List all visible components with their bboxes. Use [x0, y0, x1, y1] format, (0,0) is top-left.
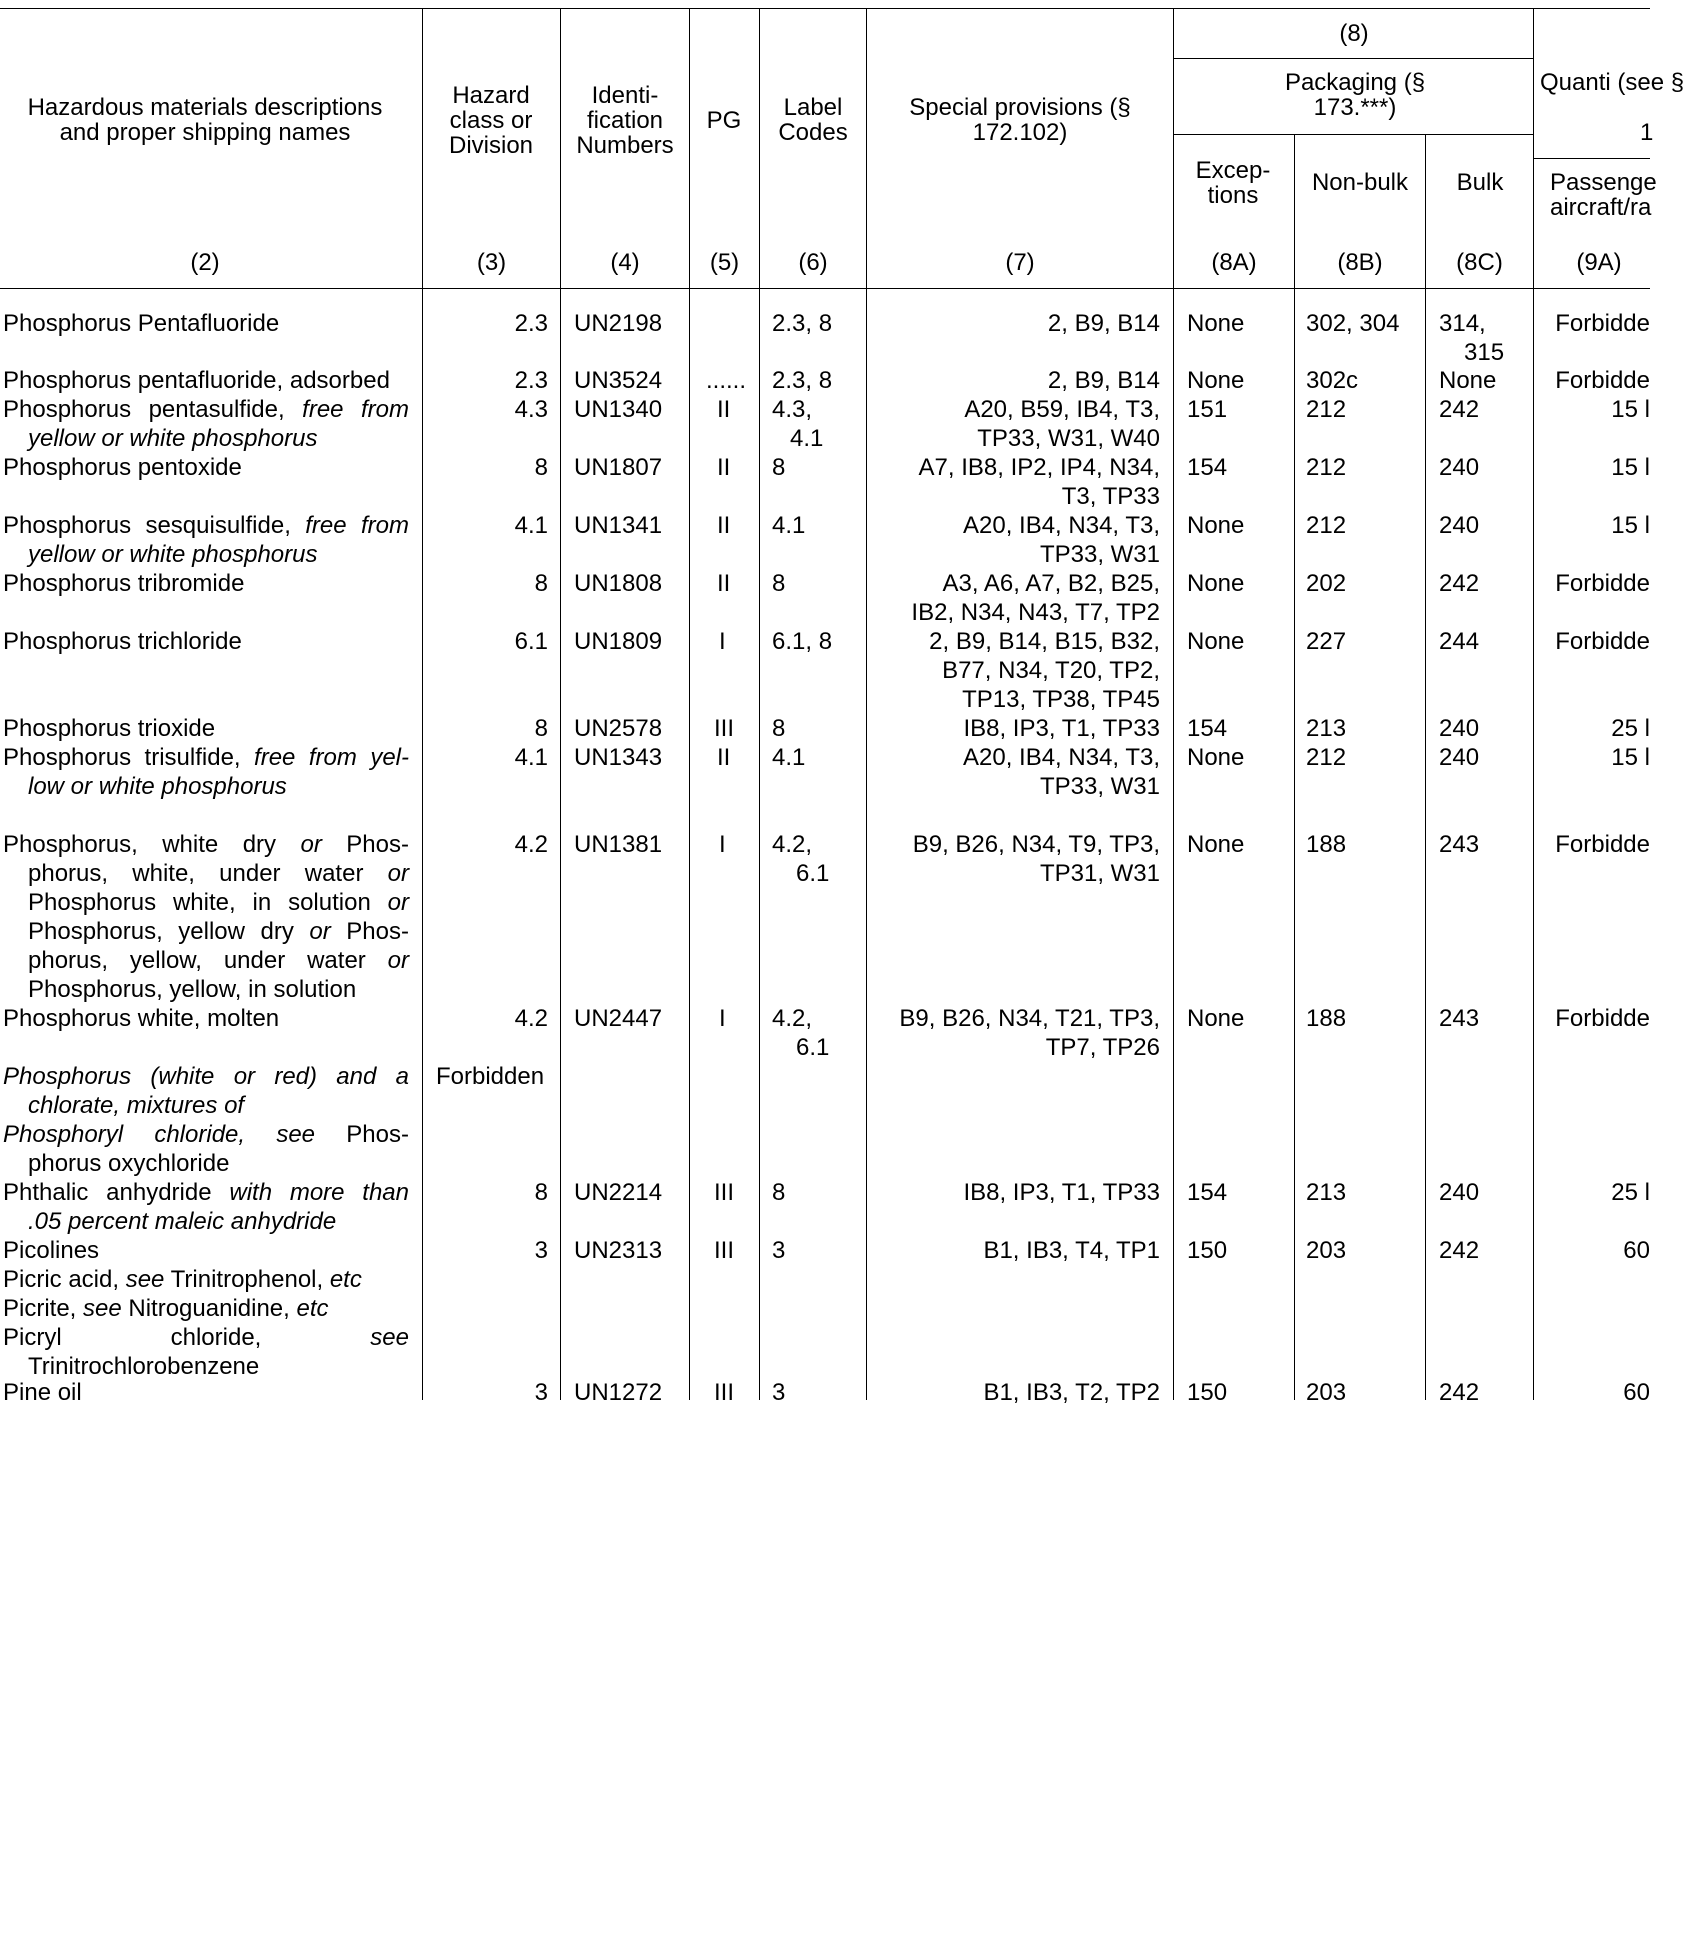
row-id: UN2198 — [574, 310, 663, 337]
row-exceptions: None — [1187, 628, 1245, 655]
row-name: Picric acid, see Trinitrophenol, etc — [3, 1266, 362, 1293]
row-hazard-class: 2.3 — [514, 310, 548, 337]
row-pg: II — [717, 512, 731, 539]
row-hazard-class: 3 — [534, 1379, 548, 1406]
row-hazard-class: 8 — [534, 1179, 548, 1206]
header-quantity-tail: 1 — [1640, 119, 1654, 146]
row-exceptions: 154 — [1187, 454, 1228, 481]
row-passenger: 25 l — [1611, 715, 1650, 742]
col-number: (3) — [476, 249, 507, 276]
row-bulk: 240 — [1439, 715, 1480, 742]
row-bulk: 243 — [1439, 1005, 1480, 1032]
row-nonbulk: 212 — [1306, 396, 1347, 423]
col-number: (4) — [610, 249, 640, 276]
row-name-wrap: chlorate, mixtures of — [28, 1092, 245, 1119]
row-name-wrap: phorus, white, under water or — [28, 860, 409, 887]
row-id: UN1809 — [574, 628, 663, 655]
row-special-provisions: 2, B9, B14 — [1047, 367, 1160, 394]
row-passenger: Forbidde — [1555, 628, 1650, 655]
row-bulk: 242 — [1439, 570, 1480, 597]
row-id: UN1807 — [574, 454, 663, 481]
row-name: Phosphorus pentafluoride, adsorbed — [3, 367, 390, 394]
row-name: Phosphorus (white or red) and a — [3, 1063, 409, 1090]
header-col3: Hazard class or Division — [448, 82, 534, 159]
col-divider — [689, 8, 690, 1400]
row-passenger: Forbidde — [1555, 831, 1650, 858]
row-id: UN2578 — [574, 715, 663, 742]
row-bulk: 244 — [1439, 628, 1480, 655]
row-special-provisions: B9, B26, N34, T9, TP3, — [912, 831, 1160, 858]
row-special-provisions: A3, A6, A7, B2, B25, — [942, 570, 1160, 597]
row-bulk-wrap: 315 — [1464, 339, 1505, 366]
row-name-wrap: .05 percent maleic anhydride — [28, 1208, 337, 1235]
row-pg: II — [717, 396, 731, 423]
row-label-codes: 4.1 — [772, 744, 806, 771]
row-label-codes: 4.3, — [772, 396, 813, 423]
row-pg: II — [717, 570, 731, 597]
row-special-provisions: IB8, IP3, T1, TP33 — [963, 1179, 1160, 1206]
row-id: UN2447 — [574, 1005, 663, 1032]
row-name: Picrite, see Nitroguanidine, etc — [3, 1295, 329, 1322]
row-exceptions: None — [1187, 570, 1245, 597]
row-name: Phosphorus, white dry or Phos- — [3, 831, 409, 858]
row-bulk: None — [1439, 367, 1497, 394]
row-passenger: Forbidde — [1555, 367, 1650, 394]
row-special-provisions: A20, IB4, N34, T3, — [962, 512, 1160, 539]
header-col8-number: (8) — [1339, 20, 1369, 47]
row-pg: III — [714, 1379, 735, 1406]
row-special-provisions-wrap: TP33, W31, W40 — [977, 425, 1160, 452]
row-label-codes: 8 — [772, 570, 786, 597]
row-passenger: 15 l — [1611, 744, 1650, 771]
col-divider — [422, 8, 423, 1400]
row-id: UN1343 — [574, 744, 663, 771]
row-hazard-class: 8 — [534, 715, 548, 742]
row-pg: III — [714, 715, 735, 742]
row-pg: ...... — [706, 367, 747, 394]
row-bulk: 314, — [1439, 310, 1486, 337]
row-special-provisions-wrap: B77, N34, T20, TP2, — [942, 657, 1160, 684]
row-nonbulk: 188 — [1306, 1005, 1347, 1032]
row-nonbulk: 212 — [1306, 512, 1347, 539]
row-name: Phosphorus pentasulfide, free from — [3, 396, 409, 423]
row-pg: III — [714, 1237, 735, 1264]
col-divider — [1173, 8, 1174, 1400]
row-name: Phosphorus trisulfide, free from yel- — [3, 744, 409, 771]
row-nonbulk: 203 — [1306, 1379, 1347, 1406]
row-bulk: 240 — [1439, 1179, 1480, 1206]
row-bulk: 240 — [1439, 454, 1480, 481]
row-exceptions: None — [1187, 831, 1245, 858]
col-number: (8C) — [1456, 249, 1503, 276]
row-bulk: 240 — [1439, 744, 1480, 771]
row-special-provisions-wrap: TP33, W31 — [1039, 773, 1160, 800]
row-hazard-class: 3 — [534, 1237, 548, 1264]
row-pg: III — [714, 1179, 735, 1206]
row-pg: II — [717, 454, 731, 481]
row-label-codes: 4.2, — [772, 831, 813, 858]
row-label-codes: 2.3, 8 — [772, 310, 833, 337]
row-special-provisions: B1, IB3, T2, TP2 — [983, 1379, 1160, 1406]
row-name: Phosphorus white, molten — [3, 1005, 280, 1032]
row-special-provisions-wrap: TP33, W31 — [1039, 541, 1160, 568]
row-special-provisions: 2, B9, B14 — [1047, 310, 1160, 337]
row-name: Phosphorus sesquisulfide, free from — [3, 512, 409, 539]
row-bulk: 243 — [1439, 831, 1480, 858]
row-label-codes-wrap: 4.1 — [790, 425, 824, 452]
row-passenger: 15 l — [1611, 396, 1650, 423]
row-label-codes: 4.1 — [772, 512, 806, 539]
row-nonbulk: 302c — [1306, 367, 1359, 394]
row-name: Picolines — [3, 1237, 100, 1264]
row-name-wrap: phorus oxychloride — [28, 1150, 230, 1177]
row-passenger: Forbidde — [1555, 310, 1650, 337]
row-label-codes: 3 — [772, 1237, 786, 1264]
header-col6: Label Codes — [778, 94, 848, 146]
row-name: Phthalic anhydride with more than — [3, 1179, 409, 1206]
clipped-last-row — [0, 1378, 1650, 1406]
row-hazard-class: 8 — [534, 570, 548, 597]
row-nonbulk: 212 — [1306, 454, 1347, 481]
row-exceptions: 151 — [1187, 396, 1228, 423]
row-name: Pine oil — [3, 1379, 82, 1406]
row-hazard-class: 4.2 — [514, 1005, 548, 1032]
row-hazard-class: Forbidden — [436, 1063, 545, 1090]
row-exceptions: None — [1187, 1005, 1245, 1032]
header-col4: Identi- fication Numbers — [576, 82, 674, 159]
row-special-provisions: 2, B9, B14, B15, B32, — [929, 628, 1160, 655]
row-nonbulk: 188 — [1306, 831, 1347, 858]
row-passenger: 25 l — [1611, 1179, 1650, 1206]
row-passenger: 60 — [1623, 1379, 1650, 1406]
row-hazard-class: 4.2 — [514, 831, 548, 858]
col-number: (6) — [798, 249, 828, 276]
row-exceptions: 150 — [1187, 1379, 1228, 1406]
col-number: (8A) — [1211, 249, 1257, 276]
header-col7: Special provisions (§ 172.102) — [909, 94, 1131, 146]
row-id: UN1808 — [574, 570, 663, 597]
row-hazard-class: 6.1 — [514, 628, 548, 655]
row-special-provisions-wrap: TP13, TP38, TP45 — [962, 686, 1160, 713]
row-special-provisions-wrap: IB2, N34, N43, T7, TP2 — [911, 599, 1160, 626]
row-id: UN1381 — [574, 831, 663, 858]
col-divider — [759, 8, 760, 1400]
col-number: (2) — [190, 249, 220, 276]
packaging-sub-rule — [1174, 134, 1534, 135]
row-id: UN3524 — [574, 367, 663, 394]
row-nonbulk: 213 — [1306, 1179, 1347, 1206]
row-hazard-class: 2.3 — [514, 367, 548, 394]
col-number: (9A) — [1576, 249, 1622, 276]
row-special-provisions: B9, B26, N34, T21, TP3, — [899, 1005, 1160, 1032]
row-hazard-class: 4.1 — [514, 512, 548, 539]
row-exceptions: None — [1187, 744, 1245, 771]
row-hazard-class: 4.3 — [514, 396, 548, 423]
header-col8a: Excep- tions — [1195, 157, 1271, 209]
row-nonbulk: 203 — [1306, 1237, 1347, 1264]
row-nonbulk: 213 — [1306, 715, 1347, 742]
row-id: UN2313 — [574, 1237, 663, 1264]
row-exceptions: None — [1187, 512, 1245, 539]
row-exceptions: 150 — [1187, 1237, 1228, 1264]
row-id: UN1340 — [574, 396, 663, 423]
row-id: UN1272 — [574, 1379, 663, 1406]
col-divider — [1533, 8, 1534, 1400]
row-id: UN2214 — [574, 1179, 663, 1206]
row-name-wrap: low or white phosphorus — [28, 773, 287, 800]
row-label-codes: 3 — [772, 1379, 786, 1406]
row-passenger: Forbidde — [1555, 1005, 1650, 1032]
header-col9a: Passenge aircraft/ra — [1550, 169, 1657, 221]
row-exceptions: None — [1187, 367, 1245, 394]
col-number: (5) — [709, 249, 740, 276]
row-passenger: 15 l — [1611, 512, 1650, 539]
row-passenger: 60 — [1623, 1237, 1650, 1264]
row-special-provisions: B1, IB3, T4, TP1 — [983, 1237, 1160, 1264]
col-divider — [1425, 134, 1426, 1400]
row-bulk: 240 — [1439, 512, 1480, 539]
row-bulk: 242 — [1439, 1237, 1480, 1264]
row-special-provisions-wrap: TP7, TP26 — [1045, 1034, 1160, 1061]
table-top-rule — [0, 8, 1650, 9]
row-bulk: 242 — [1439, 396, 1480, 423]
row-special-provisions: IB8, IP3, T1, TP33 — [963, 715, 1160, 742]
header-col2: Hazardous materials descriptions and proper shipping names — [27, 94, 383, 146]
header-col8c: Bulk — [1456, 169, 1504, 196]
row-label-codes-wrap: 6.1 — [796, 860, 830, 887]
row-name-wrap: yellow or white phosphorus — [28, 425, 318, 452]
row-special-provisions-wrap: T3, TP33 — [1061, 483, 1160, 510]
row-hazard-class: 8 — [534, 454, 548, 481]
row-name-wrap: Phosphorus white, in solution or — [28, 889, 409, 916]
row-name: Phosphorus Pentafluoride — [3, 310, 280, 337]
header-col8b: Non-bulk — [1311, 169, 1409, 196]
row-name-wrap: phorus, yellow, under water or — [28, 947, 409, 974]
packaging-group-rule — [1174, 58, 1534, 59]
row-nonbulk: 227 — [1306, 628, 1347, 655]
header-col5: PG — [706, 107, 742, 134]
col-divider — [866, 8, 867, 1400]
row-name: Phosphorus tribromide — [3, 570, 245, 597]
row-passenger: Forbidde — [1555, 570, 1650, 597]
row-id: UN1341 — [574, 512, 663, 539]
row-exceptions: 154 — [1187, 1179, 1228, 1206]
row-nonbulk: 202 — [1306, 570, 1347, 597]
row-pg: I — [719, 1005, 726, 1032]
row-name: Phosphoryl chloride, see Phos- — [3, 1121, 409, 1148]
col-divider — [560, 8, 561, 1400]
quantity-sub-rule — [1534, 158, 1650, 159]
row-name: Picryl chloride, see — [3, 1324, 409, 1351]
row-label-codes: 8 — [772, 715, 786, 742]
row-name-wrap: Trinitrochlorobenzene — [28, 1353, 260, 1380]
col-divider — [1294, 134, 1295, 1400]
row-special-provisions: A7, IB8, IP2, IP4, N34, — [918, 454, 1160, 481]
row-label-codes: 4.2, — [772, 1005, 813, 1032]
row-pg: I — [719, 628, 726, 655]
row-name: Phosphorus trioxide — [3, 715, 216, 742]
col-number: (7) — [1005, 249, 1035, 276]
row-special-provisions: A20, IB4, N34, T3, — [962, 744, 1160, 771]
row-label-codes: 8 — [772, 454, 786, 481]
row-pg: II — [717, 744, 731, 771]
row-label-codes: 8 — [772, 1179, 786, 1206]
row-special-provisions: A20, B59, IB4, T3, — [964, 396, 1160, 423]
header-bottom-rule — [0, 288, 1650, 289]
row-pg: I — [719, 831, 726, 858]
col-number: (8B) — [1337, 249, 1383, 276]
row-exceptions: None — [1187, 310, 1245, 337]
header-packaging-group: Packaging (§ 173.***) — [1284, 69, 1426, 121]
row-name: Phosphorus trichloride — [3, 628, 242, 655]
row-exceptions: 154 — [1187, 715, 1228, 742]
header-quantity-group: Quanti (see § — [1540, 69, 1685, 96]
row-name: Phosphorus pentoxide — [3, 454, 242, 481]
row-name-wrap: yellow or white phosphorus — [28, 541, 318, 568]
row-label-codes-wrap: 6.1 — [796, 1034, 830, 1061]
row-passenger: 15 l — [1611, 454, 1650, 481]
row-name-wrap: Phosphorus, yellow dry or Phos- — [28, 918, 409, 945]
row-bulk: 242 — [1439, 1379, 1480, 1406]
row-label-codes: 2.3, 8 — [772, 367, 833, 394]
row-hazard-class: 4.1 — [514, 744, 548, 771]
row-name-wrap: Phosphorus, yellow, in solution — [28, 976, 357, 1003]
row-nonbulk: 212 — [1306, 744, 1347, 771]
row-special-provisions-wrap: TP31, W31 — [1039, 860, 1160, 887]
row-label-codes: 6.1, 8 — [772, 628, 833, 655]
row-nonbulk: 302, 304 — [1306, 310, 1400, 337]
